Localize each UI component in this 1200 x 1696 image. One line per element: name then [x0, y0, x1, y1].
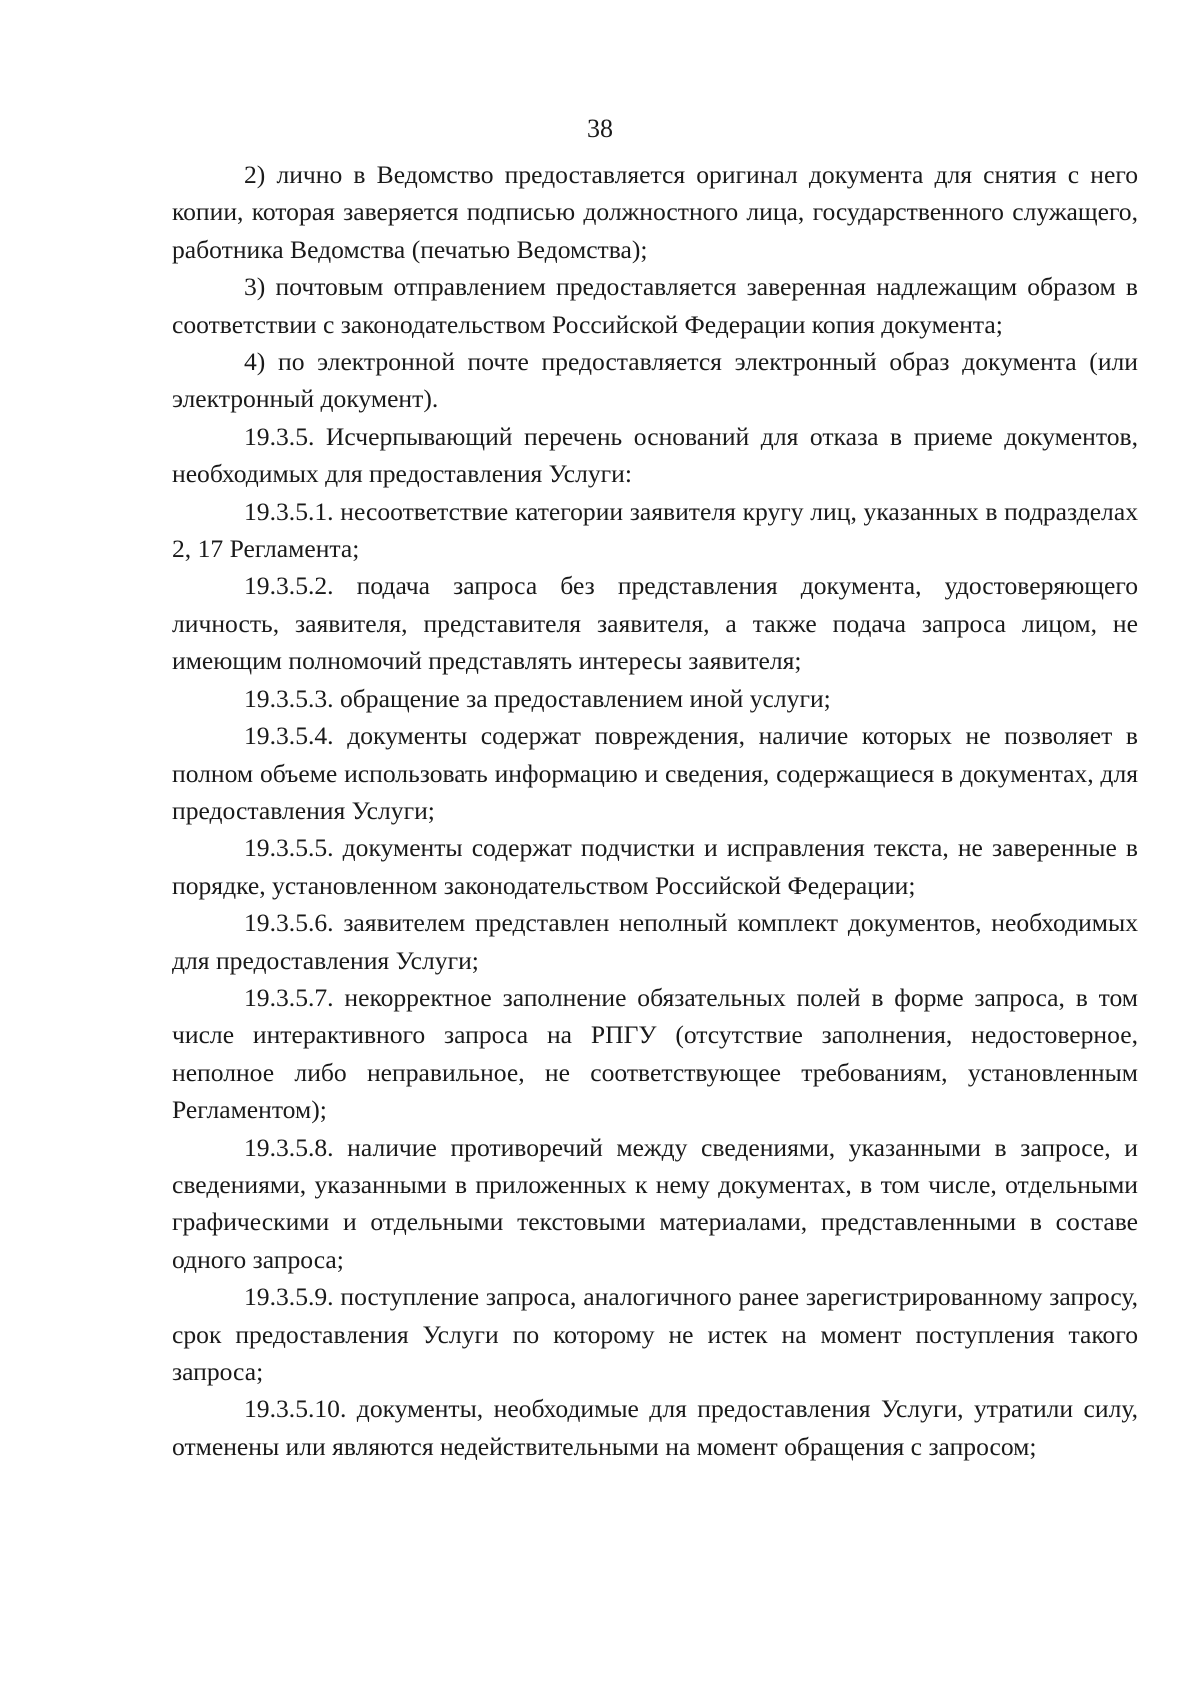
paragraph-19-3-5: 19.3.5. Исчерпывающий перечень оснований для отказа в приеме документов, необходимых для предоставления Услуги:: [172, 421, 1138, 489]
paragraph-19-3-5-9: 19.3.5.9. поступление запроса, аналогичного ранее зарегистрированному запросу, срок предоставления Услуги по которому не истек на момент поступления такого запроса;: [172, 1282, 1138, 1386]
paragraph-19-3-5-8: 19.3.5.8. наличие противоречий между сведениями, указанными в запросе, и сведениями, указанными в приложенных к нему документах, в том числе, отдельными графическими и отдельными текстовыми материалами, представленными в составе одного запроса;: [172, 1132, 1138, 1274]
paragraph-item-3: 3) почтовым отправлением предоставляется заверенная надлежащим образом в соответствии с законодательством Российской Федерации копия документа;: [172, 272, 1138, 339]
paragraph-19-3-5-1: 19.3.5.1. несоответствие категории заявителя кругу лиц, указанных в подразделах 2, 17 Регламента;: [172, 496, 1138, 564]
paragraph-item-4: 4) по электронной почте предоставляется электронный образ документа (или электронный документ).: [172, 347, 1138, 414]
paragraph-19-3-5-3: 19.3.5.3. обращение за предоставлением иной услуги;: [244, 683, 831, 713]
paragraph-19-3-5-2: 19.3.5.2. подача запроса без представления документа, удостоверяющего личность, заявителя, представителя заявителя, а также подача запроса лицом, не имеющим полномочий представлять интересы заявителя;: [172, 571, 1138, 676]
paragraph-19-3-5-6: 19.3.5.6. заявителем представлен неполный комплект документов, необходимых для предоставления Услуги;: [172, 908, 1138, 975]
document-body: [172, 156, 1138, 1465]
paragraph-19-3-5-4: 19.3.5.4. документы содержат повреждения, наличие которых не позволяет в полном объеме использовать информацию и сведения, содержащиеся в документах, для предоставления Услуги;: [172, 721, 1138, 825]
paragraph-19-3-5-5: 19.3.5.5. документы содержат подчистки и исправления текста, не заверенные в порядке, установленном законодательством Российской Федерации;: [172, 833, 1138, 900]
page-number: 38: [587, 114, 613, 143]
paragraph-19-3-5-10: 19.3.5.10. документы, необходимые для предоставления Услуги, утратили силу, отменены или являются недействительными на момент обращения с запросом;: [172, 1394, 1138, 1461]
paragraph-19-3-5-7: 19.3.5.7. некорректное заполнение обязательных полей в форме запроса, в том числе интерактивного запроса на РПГУ (отсутствие заполнения, недостоверное, неполное либо неправильное, не соответствующее требованиям, установленным Регламентом);: [172, 982, 1138, 1125]
paragraph-item-2: 2) лично в Ведомство предоставляется оригинал документа для снятия с него копии, которая заверяется подписью должностного лица, государственного служащего, работника Ведомства (печатью Ведомства);: [172, 160, 1138, 264]
